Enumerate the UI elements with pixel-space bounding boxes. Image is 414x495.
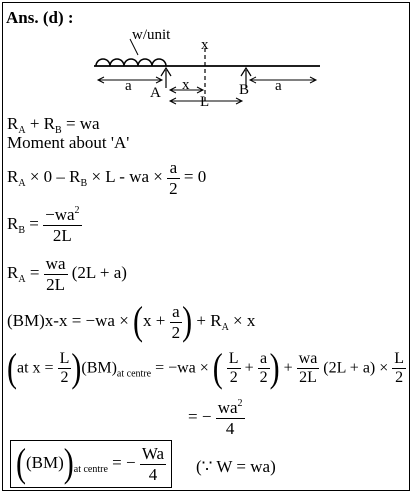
centre-moment-equation: (at x = $\frac{L}{2}$ )$(BM)_{at centre} = -wa$ × ( $\frac{L}{2}$ + $\frac{a}{2}$ ) + $\frac{wa}{2L}$ (2L + a) × $\frac{L}{2}$ <box>7 345 405 391</box>
support-a-label: A <box>150 85 161 101</box>
overhang-right-label: a <box>275 78 282 94</box>
rb-equation: $R_B$ = $\frac{-wa^2}{2L}$ <box>7 205 80 245</box>
centre-moment-result: = − $\frac{wa^2}{4}$ <box>188 398 243 438</box>
moment-heading: Moment about 'A' <box>7 133 130 152</box>
overhang-left-label: a <box>125 78 132 94</box>
answer-heading: Ans. (d) : <box>6 8 74 27</box>
section-label: x <box>201 37 209 53</box>
distributed-load <box>96 59 166 66</box>
beam-diagram <box>80 22 340 112</box>
load-label: w/unit <box>132 27 171 43</box>
support-b-label: B <box>239 82 250 98</box>
span-x-label: x <box>182 77 190 93</box>
span-l-label: L <box>200 94 210 110</box>
final-note: (∵ W = wa) <box>196 457 276 476</box>
bending-moment-equation: (BM)x-x = −wa × (x + $\frac{a}{2}$ ) + $R_A \times x$ <box>7 299 256 344</box>
final-answer-box: $((BM))_{at centre}$ = − $\frac{Wa}{4}$ <box>10 440 172 488</box>
reaction-sum-equation: $R_A + R_B$ = wa <box>7 114 100 136</box>
ra-equation: $R_A$ = $\frac{wa}{2L}$ (2L + a) <box>7 254 127 294</box>
moment-equation: $R_A \times 0 - R_B \times L$ - wa × $\frac{a}{2}$ = 0 <box>7 158 207 198</box>
